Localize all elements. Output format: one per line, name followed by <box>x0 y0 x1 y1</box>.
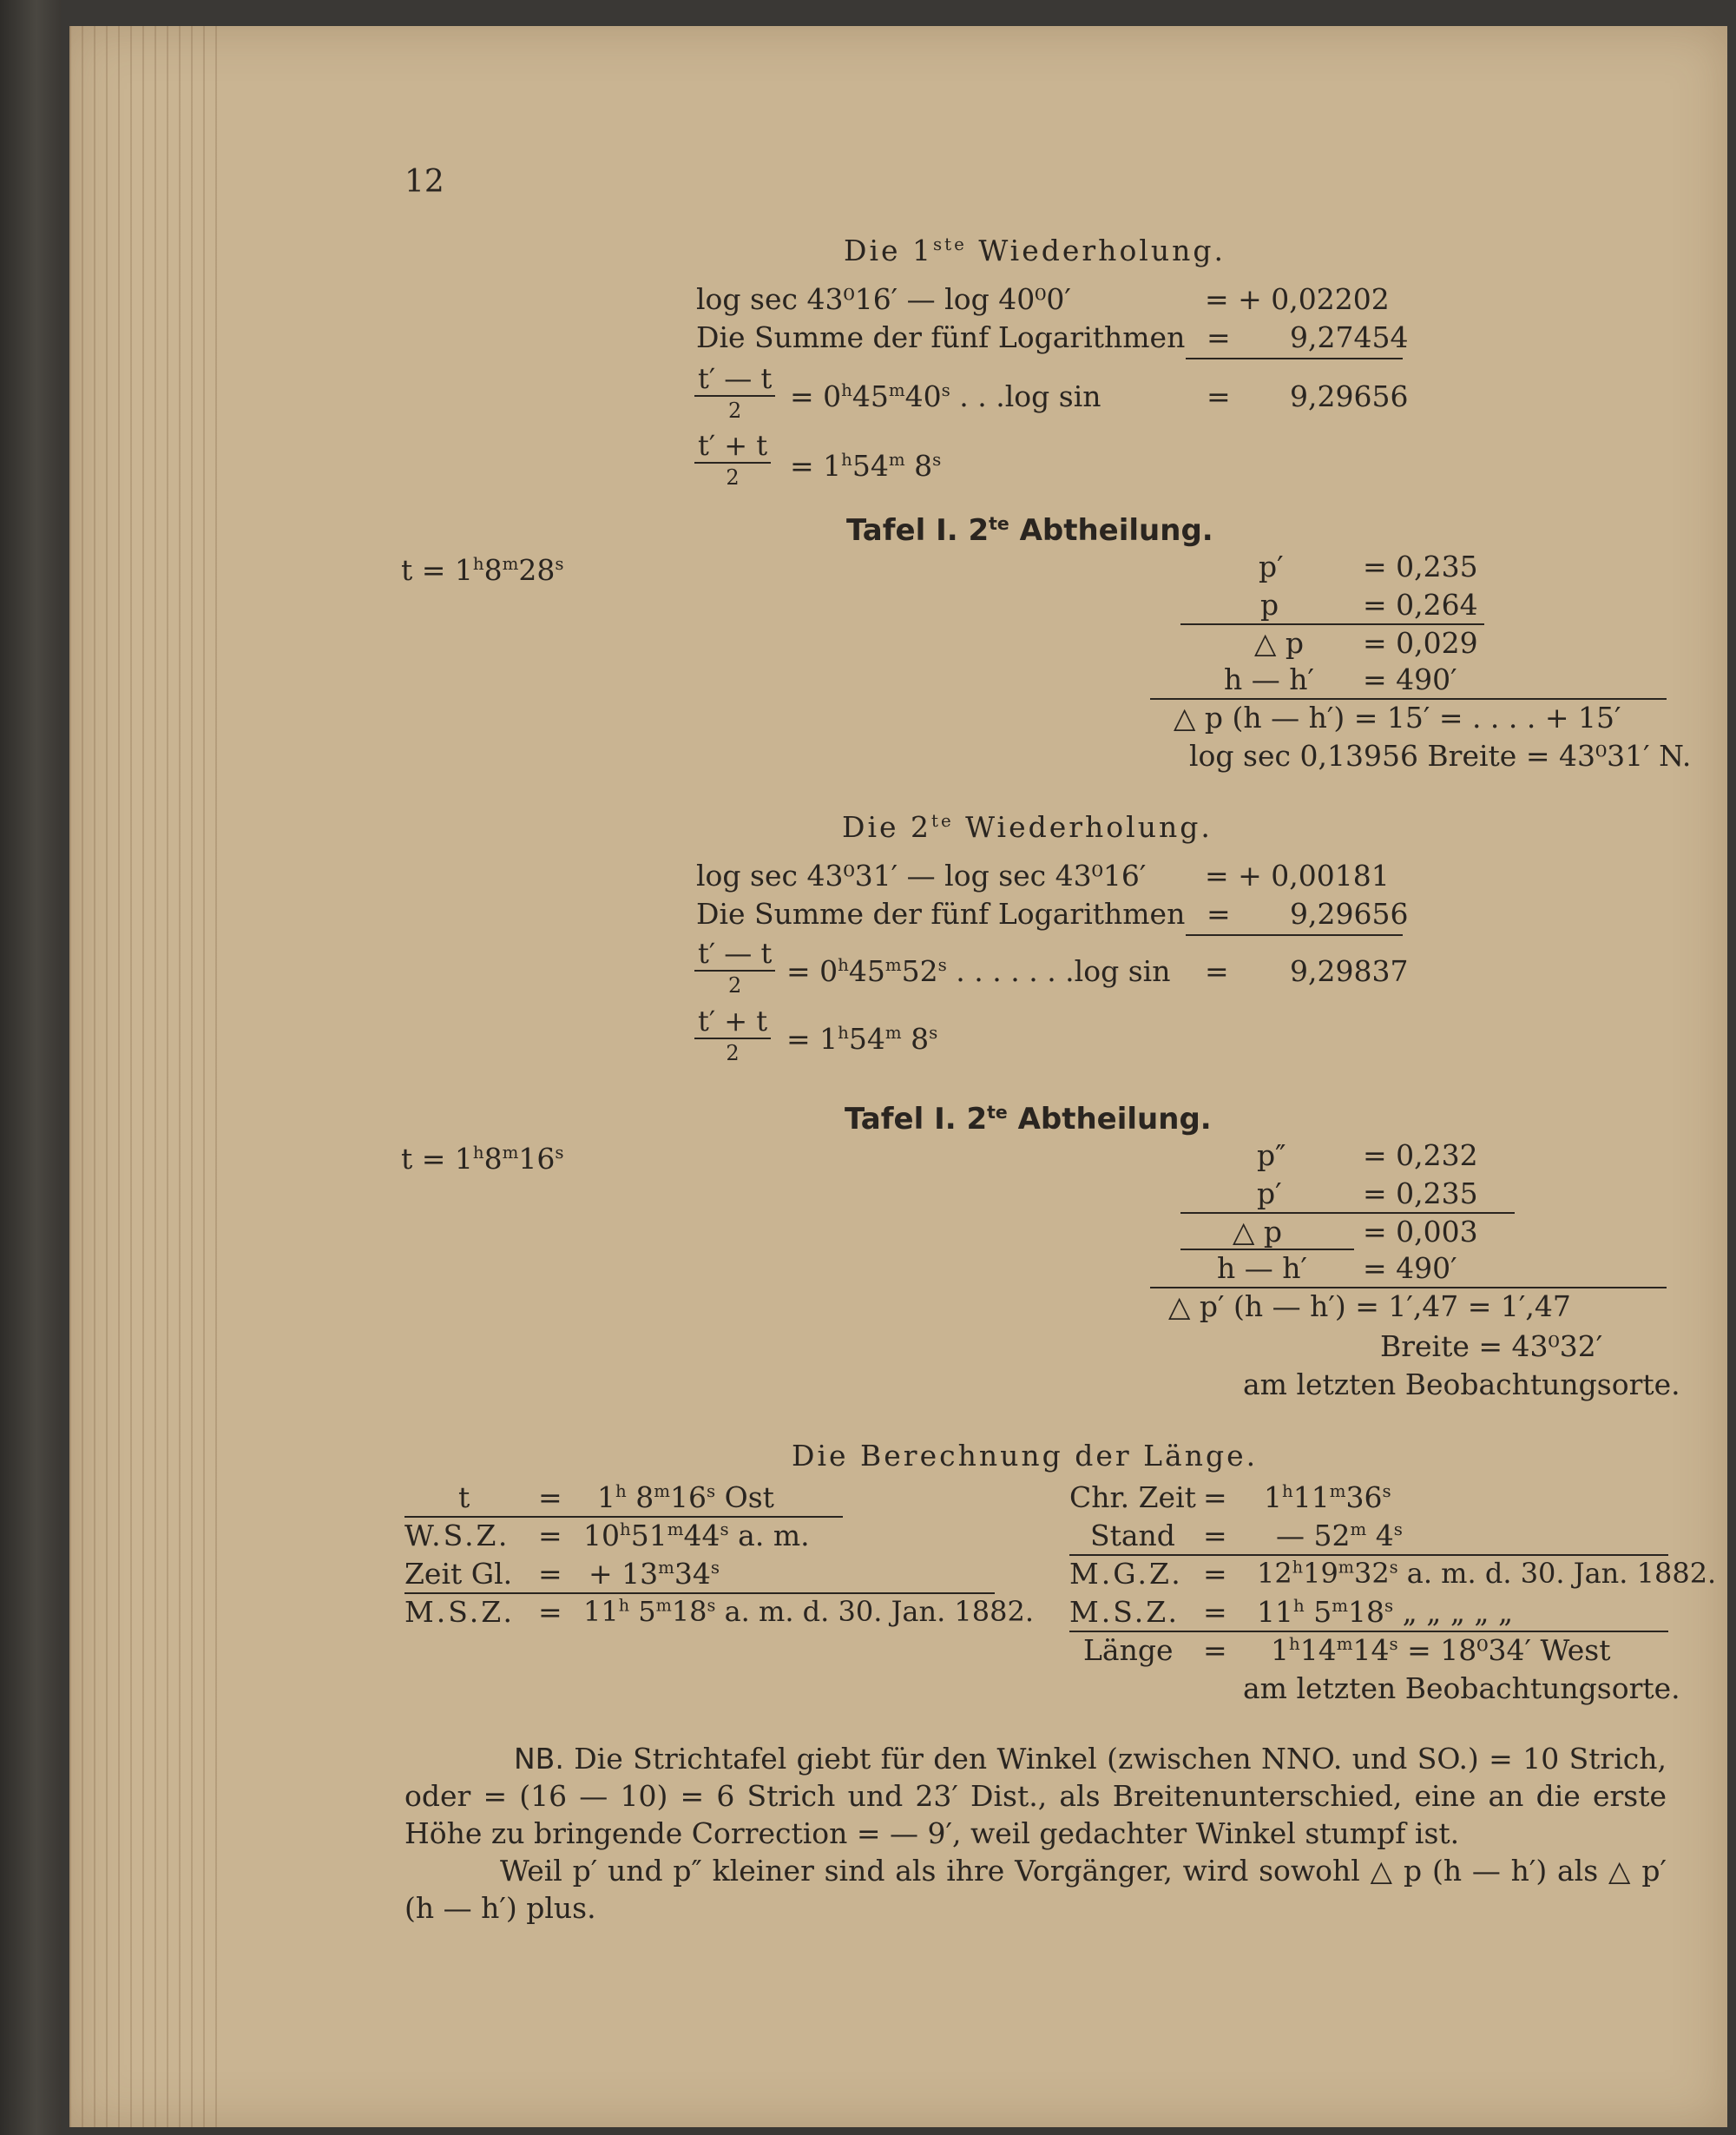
sec1-row2-value: 9,27454 <box>1290 320 1409 354</box>
tafel1-breite: log sec 0,13956 Breite = 43⁰31′ N. <box>1189 739 1692 773</box>
laenge-right-rule-1 <box>1069 1554 1668 1556</box>
laenge-left-label: Zeit Gl. <box>404 1557 513 1591</box>
sec2-row2-value: 9,29656 <box>1290 897 1409 931</box>
laenge-right-value: — 52$^m$ 4$^s$ <box>1276 1519 1403 1552</box>
tafel1-hh-value: = 490′ <box>1363 662 1457 696</box>
tafel1-hh: h — h′ <box>1224 662 1314 696</box>
laenge-left-value: 1$^h$ 8$^m$16$^s$ Ost <box>597 1480 774 1514</box>
laenge-right-value: $1^h14^m14^s = 18^034'$ West <box>1271 1633 1611 1667</box>
laenge-heading: Die Berechnung der Länge. <box>792 1439 1259 1473</box>
sec1-row3-eq: = <box>1207 379 1231 413</box>
tafel1-t-value: $t = 1^h8^m28^s$ <box>401 553 564 587</box>
sec1-row1-label: log sec 43⁰16′ — log 40⁰0′ <box>696 282 1071 316</box>
tafel1-p2-value: = 0,264 <box>1363 588 1478 622</box>
laenge-right-eq: = <box>1203 1595 1227 1629</box>
tafel1-dp-value: = 0,029 <box>1363 626 1478 660</box>
sec1-row3: = $0^h45^m40^s$ . . .log sin <box>790 379 1101 413</box>
nb-paragraph-2: Weil p′ und p″ kleiner sind als ihre Vorgänger, wird sowohl △ p (h — h′) als △ p′ (h — h′) plus. <box>404 1854 1667 1925</box>
tafel1-rule-1 <box>1180 623 1484 625</box>
tafel2-rule-2 <box>1180 1249 1354 1250</box>
sum-rule <box>1186 358 1403 359</box>
page-edges <box>69 26 226 2127</box>
tafel2-hh-value: = 490′ <box>1363 1251 1457 1285</box>
tafel2-dp-value: = 0,003 <box>1363 1215 1478 1249</box>
tafel1-p1-value: = 0,235 <box>1363 550 1478 583</box>
laenge-right-value: 12$^h$19$^m$32$^s$ a. m. d. 30. Jan. 1882. <box>1257 1557 1717 1590</box>
laenge-right-value: 1$^h$11$^m$36$^s$ <box>1264 1480 1391 1514</box>
tafel2-hh: h — h′ <box>1217 1251 1307 1285</box>
nb-paragraph-1 <box>404 1740 1667 1852</box>
nb-label: NB. <box>514 1742 564 1776</box>
laenge-right-eq: = <box>1203 1519 1227 1552</box>
sec2-row1-value: = + 0,00181 <box>1205 859 1390 893</box>
tafel2-rule-3 <box>1150 1287 1667 1288</box>
section-1-heading: Die 1ste Wiederholung. <box>844 234 1226 267</box>
laenge-left-eq: = <box>538 1519 562 1552</box>
tafel1-dp: △ p <box>1254 626 1304 660</box>
page-number: 12 <box>404 164 444 200</box>
laenge-ort: am letzten Beobachtungsorte. <box>1243 1671 1680 1705</box>
nb-text-1: Die Strichtafel giebt für den Winkel (zwischen NNO. und SO.) = 10 Strich, oder = (16 — 10) = 6 Strich und 23′ Dist., als Breitenunterschied, eine an die erste Höhe zu bringende Correction = — 9′, weil gedachter Winkel stumpf ist. <box>404 1742 1667 1850</box>
laenge-left-value: 10$^h$51$^m$44$^s$ a. m. <box>583 1519 810 1552</box>
sec2-row3-eq: = <box>1205 954 1229 988</box>
fraction-t-plus-2: t′ + t 2 <box>694 1007 771 1064</box>
laenge-right-label: Chr. Zeit <box>1069 1480 1196 1514</box>
laenge-left-rule-1 <box>404 1516 843 1518</box>
laenge-right-eq: = <box>1203 1557 1227 1591</box>
laenge-right-label: Länge <box>1083 1633 1174 1667</box>
sec2-row4: = $1^h54^m$ 8$^s$ <box>786 1022 938 1056</box>
laenge-left-eq: = <box>538 1557 562 1591</box>
sec2-row3-value: 9,29837 <box>1290 954 1409 988</box>
tafel2-t-value: $t = 1^h8^m16^s$ <box>401 1142 564 1176</box>
tafel-1-title: Tafel I. $2^{te}$ Abtheilung. <box>846 512 1213 548</box>
tafel1-p2: p <box>1260 588 1279 622</box>
fraction-t-minus: t′ — t 2 <box>694 365 775 421</box>
laenge-left-eq: = <box>538 1480 562 1514</box>
sec1-row2-label: Die Summe der fünf Logarithmen <box>696 320 1186 354</box>
laenge-right-eq: = <box>1203 1633 1227 1667</box>
laenge-left-label: M.S.Z. <box>404 1595 516 1629</box>
tafel2-p1-value: = 0,232 <box>1363 1138 1478 1172</box>
laenge-right-label: M.G.Z. <box>1069 1557 1183 1591</box>
sec1-row2-eq: = <box>1207 320 1231 354</box>
laenge-left-eq: = <box>538 1595 562 1629</box>
tafel1-rule-2 <box>1150 698 1667 700</box>
sec2-row1-label: log sec 43⁰31′ — log sec 43⁰16′ <box>696 859 1147 893</box>
sec1-row4: = $1^h54^m$ 8$^s$ <box>790 449 942 483</box>
laenge-left-value: + $13^m34^s$ <box>589 1557 720 1591</box>
laenge-right-label: M.S.Z. <box>1069 1595 1180 1629</box>
sec1-row3-value: 9,29656 <box>1290 379 1409 413</box>
sec2-row3: = $0^h45^m52^s$ . . . . . . .log sin <box>786 954 1171 988</box>
sec2-row2-label: Die Summe der fünf Logarithmen <box>696 897 1186 931</box>
laenge-right-rule-2 <box>1069 1631 1668 1632</box>
laenge-right-value: 11$^h$ 5$^m$18$^s$ „ „ „ „ „ <box>1257 1595 1514 1629</box>
sum-rule-2 <box>1186 934 1403 936</box>
tafel2-rule-1 <box>1180 1212 1515 1214</box>
tafel1-product: △ p (h — h′) = 15′ = . . . . + 15′ <box>1174 701 1621 735</box>
laenge-right-eq: = <box>1203 1480 1227 1514</box>
tafel-2-title: Tafel I. $2^{te}$ Abtheilung. <box>845 1101 1212 1137</box>
tafel2-product: △ p′ (h — h′) = 1′,47 = 1′,47 <box>1168 1289 1571 1323</box>
tafel2-ort: am letzten Beobachtungsorte. <box>1243 1367 1680 1401</box>
tafel2-p2: p′ <box>1257 1176 1282 1210</box>
sec2-row2-eq: = <box>1207 897 1231 931</box>
tafel2-p1: p″ <box>1257 1138 1286 1172</box>
sec1-row1-value: = + 0,02202 <box>1205 282 1390 316</box>
tafel2-dp: △ p <box>1233 1215 1282 1249</box>
laenge-left-value: 11$^h$ 5$^m$18$^s$ a. m. d. 30. Jan. 1882. <box>583 1595 1035 1628</box>
tafel2-breite: Breite = 43⁰32′ <box>1380 1329 1603 1363</box>
laenge-left-label: t <box>458 1480 470 1514</box>
tafel1-p1: p′ <box>1259 550 1284 583</box>
book-binding <box>0 0 61 2135</box>
laenge-left-label: W.S.Z. <box>404 1519 510 1552</box>
laenge-left-rule-2 <box>404 1592 995 1594</box>
section-2-heading: Die $2^{te}$ Wiederholung. <box>842 810 1213 844</box>
fraction-t-plus: t′ + t 2 <box>694 432 771 488</box>
tafel2-p2-value: = 0,235 <box>1363 1176 1478 1210</box>
fraction-t-minus-2: t′ — t 2 <box>694 939 775 996</box>
laenge-right-label: Stand <box>1090 1519 1175 1552</box>
